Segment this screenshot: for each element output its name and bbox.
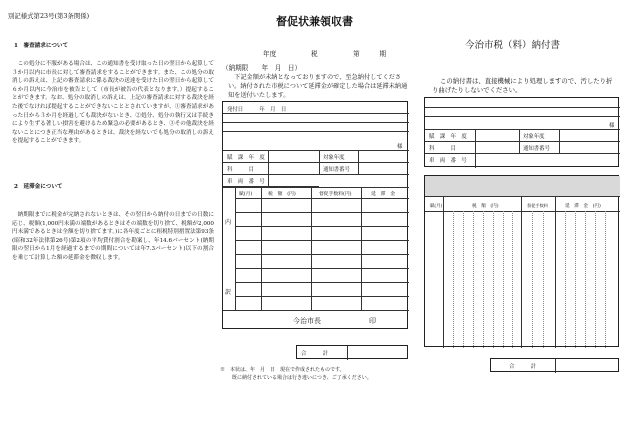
col-late-fee: 延 滞 金 xyxy=(371,192,395,197)
slip-col-late-fee: 延 滞 金 (円) xyxy=(565,204,601,209)
slip-breakdown-table xyxy=(424,175,619,347)
section2-title: 2 延滞金について xyxy=(14,184,63,190)
slip-notice-number-label: 通知書番号 xyxy=(523,146,550,152)
receipt-form xyxy=(222,101,408,329)
period-label: 第 期 xyxy=(353,50,386,58)
footnote-2: 既に納付されている場合は行き違いにつき、ご了承ください。 xyxy=(232,375,372,381)
section1-title: 1 審査請求について xyxy=(14,43,69,49)
slip-target-year-label: 対象年度 xyxy=(523,134,545,140)
col-tax-amount: 税 額 (円) xyxy=(268,192,296,197)
footnote-1: ※ 本状は、年 月 日 現在で作成されたものです。 xyxy=(220,367,345,373)
receipt-title: 督促状兼領収書 xyxy=(276,15,353,28)
col-fee: 督促手数料(円) xyxy=(319,192,352,197)
slip-col-fee: 督促手数料 xyxy=(527,203,548,208)
slip-total-label: 合 計 xyxy=(509,364,536,370)
side-label-uchi: 内 xyxy=(225,219,232,226)
payment-notice: 下記金額が未納となっておりますので、至急納付してください。納付された市税について延滞金が確定した場合は延滞未納通知を送付いたします。 xyxy=(228,74,408,99)
addressee-sama: 様 xyxy=(397,144,403,150)
slip-sama: 様 xyxy=(609,123,615,129)
target-year-label: 対象年度 xyxy=(323,155,345,161)
car-number-label: 車 両 番 号 xyxy=(227,179,265,185)
slip-tax-year-label: 賦 課 年 度 xyxy=(429,134,467,140)
form-id: 別記様式第23号(第3条関係) xyxy=(8,12,90,20)
item-label: 科 目 xyxy=(227,167,254,173)
slip-col-month: 賦(月) xyxy=(430,204,443,209)
slip-col-tax-amount: 税 額 (円) xyxy=(472,204,499,209)
slip-total-box xyxy=(490,358,619,372)
mayor-label: 今治市長 xyxy=(293,317,321,325)
receipt-total-label: 合 計 xyxy=(301,351,328,357)
tax-year-label: 賦 課 年 度 xyxy=(227,155,265,161)
tax-label: 税 xyxy=(311,50,318,58)
notice-number-label: 通知書番号 xyxy=(323,167,350,173)
col-month: 賦(月) xyxy=(239,192,253,197)
slip-info-form xyxy=(424,97,619,167)
slip-item-label: 科 目 xyxy=(429,146,456,152)
fiscal-year-label: 年度 xyxy=(263,50,277,58)
receipt-total-box xyxy=(296,345,408,359)
slip-notice: この納付書は、直接機械により処理しますので、汚したり折り曲げたりしないでください。 xyxy=(432,77,613,94)
seal-label: 印 xyxy=(369,317,376,325)
section1-body: この処分に不服がある場合は、この通知書を受け取った日の翌日から起算して３か月以内に市長に対して審査請求をすることができます。また、この処分の取消しの訴えは、上記の審査請求に係る裁決の送達を受けた日の翌日から起算して６か月以内に今治市を被告として（市長が被告の代表となります。）提起することができます。なお、処分の取消しの訴えは、上記の審査請求に対する裁決を経た後でなければ提起することができないこととされていますが、①審査請求があった日から３か月を経過しても裁決がないとき、②処分、処分の執行又は手続きにより生ずる著しい損害を避けるため緊急の必要があるとき、③その他裁決を経ないことにつき正当な理由があるときは、裁決を経ないでも処分の取消しの訴えを提起することができます。 xyxy=(12,61,214,145)
side-label-yaku: 訳 xyxy=(225,289,232,296)
payment-slip-title: 今治市税（料）納付書 xyxy=(465,40,561,51)
slip-car-number-label: 車 両 番 号 xyxy=(429,158,467,164)
deadline-label: （納期限 年 月 日） xyxy=(222,64,302,72)
section2-body: 納期限までに税金が完納されないときは、その翌日から納付の日までの日数に応じ、税額(1,000円未満の端数があるときはその端数を切り捨て、税額が2,000円未満であるときは全額を切り捨てます。)に各年度ごとに租税特別措置法第93条(昭和32年法律第26号)第2項の平均貸付割合を勘案し、年14.6パーセント(納期限の翌日から1月を経過するまでの期間については年7.3パーセント)以下の割合を乗じて計算した額の延滞金を徴収します。 xyxy=(12,212,214,261)
issue-date-label: 発付日 年 月 日 xyxy=(227,107,287,113)
